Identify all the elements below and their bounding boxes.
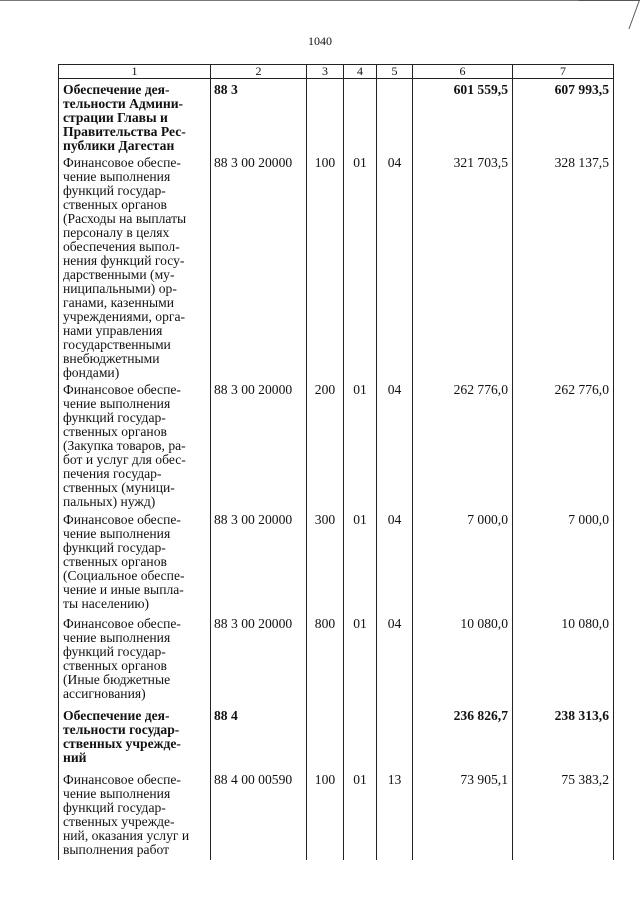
row-name-line: публики Дагестан <box>63 138 175 153</box>
row-name-line: ганами, казенными <box>63 295 174 310</box>
row-name-line: тельности Админи- <box>63 96 184 111</box>
row-name-line: функций государ- <box>63 410 166 425</box>
amount-col6-cell: 10 080,0 <box>413 614 513 706</box>
amount-col7-cell: 10 080,0 <box>513 614 614 706</box>
row-name-line: страции Главы и <box>63 110 168 125</box>
expense-type-cell <box>307 706 344 770</box>
amount-col6-cell: 73 905,1 <box>413 770 513 860</box>
row-name-line: печения государ- <box>63 466 162 481</box>
table-row <box>59 706 614 770</box>
row-name-line: Правительства Рес- <box>63 124 186 139</box>
subsection-cell: 04 <box>377 153 413 380</box>
section-cell: 01 <box>344 380 377 510</box>
subsection-cell: 04 <box>377 614 413 706</box>
row-name-line: (Расходы на выплаты <box>63 211 187 226</box>
amount-col6-cell: 262 776,0 <box>413 380 513 510</box>
scan-edge <box>0 0 640 7</box>
row-name-line: дарственными (му- <box>63 267 175 282</box>
row-name-line: ственных органов <box>63 197 167 212</box>
row-name-line: ассигнования) <box>63 686 146 701</box>
row-name-line: ственных органов <box>63 424 167 439</box>
row-name-line: ний <box>63 750 87 765</box>
row-name-cell <box>59 153 211 380</box>
row-name-line: ственных органов <box>63 554 167 569</box>
column-header: 5 <box>377 65 413 79</box>
row-name-line: чение выполнения <box>63 169 171 184</box>
table-row <box>59 79 614 154</box>
amount-col6-cell: 7 000,0 <box>413 510 513 614</box>
column-header: 7 <box>513 65 614 79</box>
subsection-cell: 04 <box>377 510 413 614</box>
row-name-line: фондами) <box>63 365 120 380</box>
row-name-line: ты населению) <box>63 596 150 611</box>
row-name-line: нения функций госу- <box>63 253 185 268</box>
row-name-line: внебюджетными <box>63 351 160 366</box>
table-row <box>59 153 614 380</box>
row-name-line: Обеспечение дея- <box>63 708 170 723</box>
scan-corner <box>568 0 640 29</box>
row-name-line: ственных учрежде- <box>63 814 175 829</box>
row-name-line: чение выполнения <box>63 526 171 541</box>
row-name-cell <box>59 510 211 614</box>
amount-col7-cell: 75 383,2 <box>513 770 614 860</box>
row-name-cell <box>59 770 211 860</box>
table-row <box>59 510 614 614</box>
row-name-line: выполнения работ <box>63 842 170 857</box>
row-name-line: бот и услуг для обес- <box>63 452 186 467</box>
row-name-line: учреждениями, орга- <box>63 309 186 324</box>
row-name-line: персоналу в целях <box>63 225 170 240</box>
row-name-line: пальных) нужд) <box>63 494 156 509</box>
column-header: 3 <box>307 65 344 79</box>
row-name-line: Финансовое обеспе- <box>63 616 181 631</box>
row-name-cell <box>59 706 211 770</box>
row-name-line: чение выполнения <box>63 630 171 645</box>
expense-type-cell <box>307 79 344 154</box>
amount-col7-cell: 328 137,5 <box>513 153 614 380</box>
classification-code-cell: 88 3 00 20000 <box>211 380 307 510</box>
row-name-line: Финансовое обеспе- <box>63 772 181 787</box>
row-name-line: ственных органов <box>63 658 167 673</box>
expense-type-cell: 800 <box>307 614 344 706</box>
page-number: 1040 <box>308 34 332 48</box>
row-name-line: функций государ- <box>63 540 166 555</box>
section-cell: 01 <box>344 510 377 614</box>
row-name-cell <box>59 79 211 154</box>
table-body <box>59 79 614 861</box>
classification-code-cell: 88 3 00 20000 <box>211 153 307 380</box>
table-header-row <box>59 65 614 79</box>
row-name-line: чение выполнения <box>63 786 171 801</box>
classification-code-cell: 88 4 <box>211 706 307 770</box>
subsection-cell: 13 <box>377 770 413 860</box>
column-header: 1 <box>59 65 211 79</box>
section-cell: 01 <box>344 614 377 706</box>
expense-type-cell: 300 <box>307 510 344 614</box>
row-name-line: Обеспечение дея- <box>63 82 170 97</box>
classification-code-cell: 88 3 <box>211 79 307 154</box>
row-name-line: Финансовое обеспе- <box>63 155 181 170</box>
row-name-line: Финансовое обеспе- <box>63 512 181 527</box>
row-name-line: государственными <box>63 337 171 352</box>
row-name-line: (Социальное обеспе- <box>63 568 185 583</box>
row-name-line: Финансовое обеспе- <box>63 382 181 397</box>
row-name-line: чение и иные выпла- <box>63 582 184 597</box>
row-name-line: обеспечения выпол- <box>63 239 180 254</box>
subsection-cell <box>377 706 413 770</box>
expense-type-cell: 200 <box>307 380 344 510</box>
amount-col6-cell: 321 703,5 <box>413 153 513 380</box>
classification-code-cell: 88 3 00 20000 <box>211 614 307 706</box>
subsection-cell <box>377 79 413 154</box>
section-cell: 01 <box>344 770 377 860</box>
row-name-cell <box>59 614 211 706</box>
row-name-line: (Закупка товаров, ра- <box>63 438 186 453</box>
subsection-cell: 04 <box>377 380 413 510</box>
row-name-line: ственных учрежде- <box>63 736 181 751</box>
expense-type-cell: 100 <box>307 153 344 380</box>
amount-col6-cell: 601 559,5 <box>413 79 513 154</box>
section-cell: 01 <box>344 153 377 380</box>
row-name-line: нами управления <box>63 323 163 338</box>
row-name-line: тельности государ- <box>63 722 180 737</box>
row-name-line: функций государ- <box>63 183 166 198</box>
row-name-line: ний, оказания услуг и <box>63 828 190 843</box>
column-header: 2 <box>211 65 307 79</box>
classification-code-cell: 88 3 00 20000 <box>211 510 307 614</box>
amount-col7-cell: 238 313,6 <box>513 706 614 770</box>
classification-code-cell: 88 4 00 00590 <box>211 770 307 860</box>
row-name-line: ственных (муници- <box>63 480 175 495</box>
table-row <box>59 380 614 510</box>
table-row <box>59 770 614 860</box>
amount-col6-cell: 236 826,7 <box>413 706 513 770</box>
row-name-cell <box>59 380 211 510</box>
row-name-line: ниципальными) ор- <box>63 281 177 296</box>
amount-col7-cell: 607 993,5 <box>513 79 614 154</box>
row-name-line: функций государ- <box>63 800 166 815</box>
amount-col7-cell: 7 000,0 <box>513 510 614 614</box>
table-row <box>59 614 614 706</box>
column-header: 6 <box>413 65 513 79</box>
expense-type-cell: 100 <box>307 770 344 860</box>
row-name-line: функций государ- <box>63 644 166 659</box>
section-cell <box>344 79 377 154</box>
budget-table <box>58 64 614 860</box>
amount-col7-cell: 262 776,0 <box>513 380 614 510</box>
row-name-line: (Иные бюджетные <box>63 672 171 687</box>
column-header: 4 <box>344 65 377 79</box>
row-name-line: чение выполнения <box>63 396 171 411</box>
section-cell <box>344 706 377 770</box>
